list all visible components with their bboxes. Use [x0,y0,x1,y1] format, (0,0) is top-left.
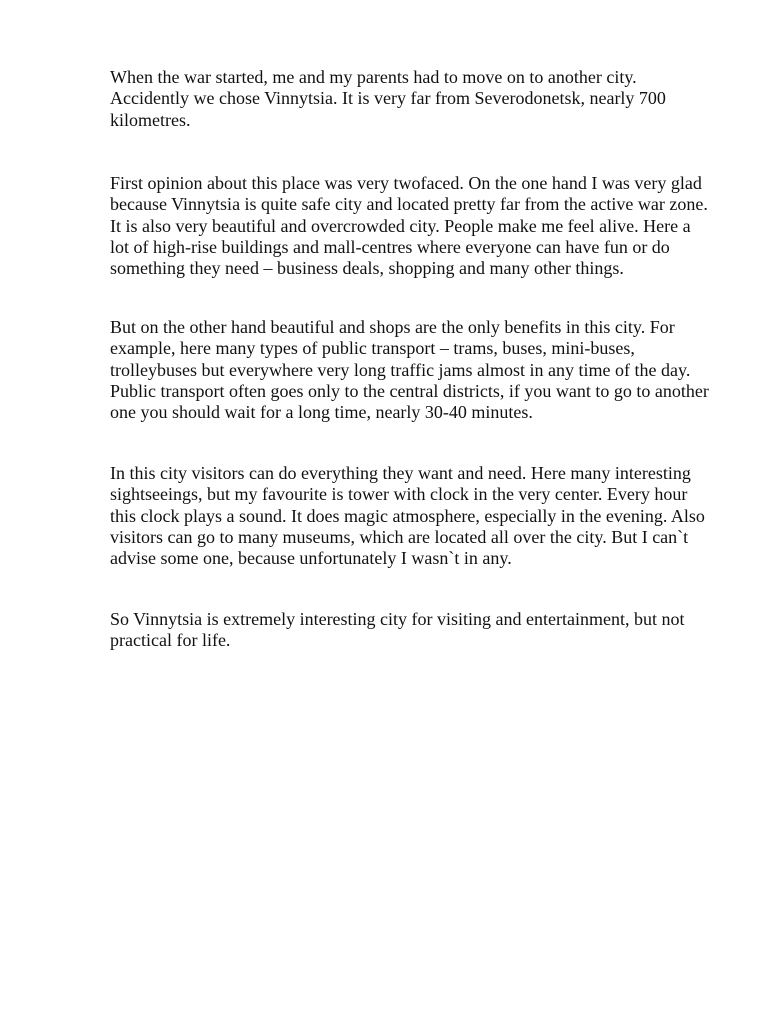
text-line: advise some one, because unfortunately I wasn`t in any. [110,548,512,569]
paragraph-1 [110,67,666,131]
text-line: this clock plays a sound. It does magic atmosphere, especially in the evening. Also [110,505,705,526]
text-line: But on the other hand beautiful and shops are the only benefits in this city. For [110,317,675,337]
text-line: practical for life. [110,630,231,651]
text-line: example, here many types of public transport – trams, buses, mini-buses, [110,338,635,359]
text-line: So Vinnytsia is extremely interesting city for visiting and entertainment, but not [110,609,685,629]
text-line: visitors can go to many museums, which are located all over the city. But I can`t [110,526,689,547]
paragraph-5 [110,609,685,652]
paragraph-3 [110,317,709,423]
text-line: Accidently we chose Vinnytsia. It is very far from Severodonetsk, nearly 700 [110,88,666,109]
text-line: one you should wait for a long time, nearly 30-40 minutes. [110,402,533,423]
text-line: When the war started, me and my parents had to move on to another city. [110,67,637,87]
text-line: lot of high-rise buildings and mall-centres where everyone can have fun or do [110,236,670,257]
text-line: Public transport often goes only to the central districts, if you want to go to another [110,380,709,401]
text-line: because Vinnytsia is quite safe city and located pretty far from the active war zone. [110,194,708,215]
text-line: sightseeings, but my favourite is tower with clock in the very center. Every hour [110,484,688,505]
text-line: something they need – business deals, shopping and many other things. [110,258,624,279]
text-line: It is also very beautiful and overcrowded city. People make me feel alive. Here a [110,215,691,236]
text-line: trolleybuses but everywhere very long traffic jams almost in any time of the day. [110,359,691,380]
paragraph-2 [110,173,708,279]
text-line: First opinion about this place was very twofaced. On the one hand I was very glad [110,173,702,193]
paragraph-4 [110,463,705,569]
text-line: In this city visitors can do everything they want and need. Here many interesting [110,463,691,483]
text-line: kilometres. [110,109,191,130]
